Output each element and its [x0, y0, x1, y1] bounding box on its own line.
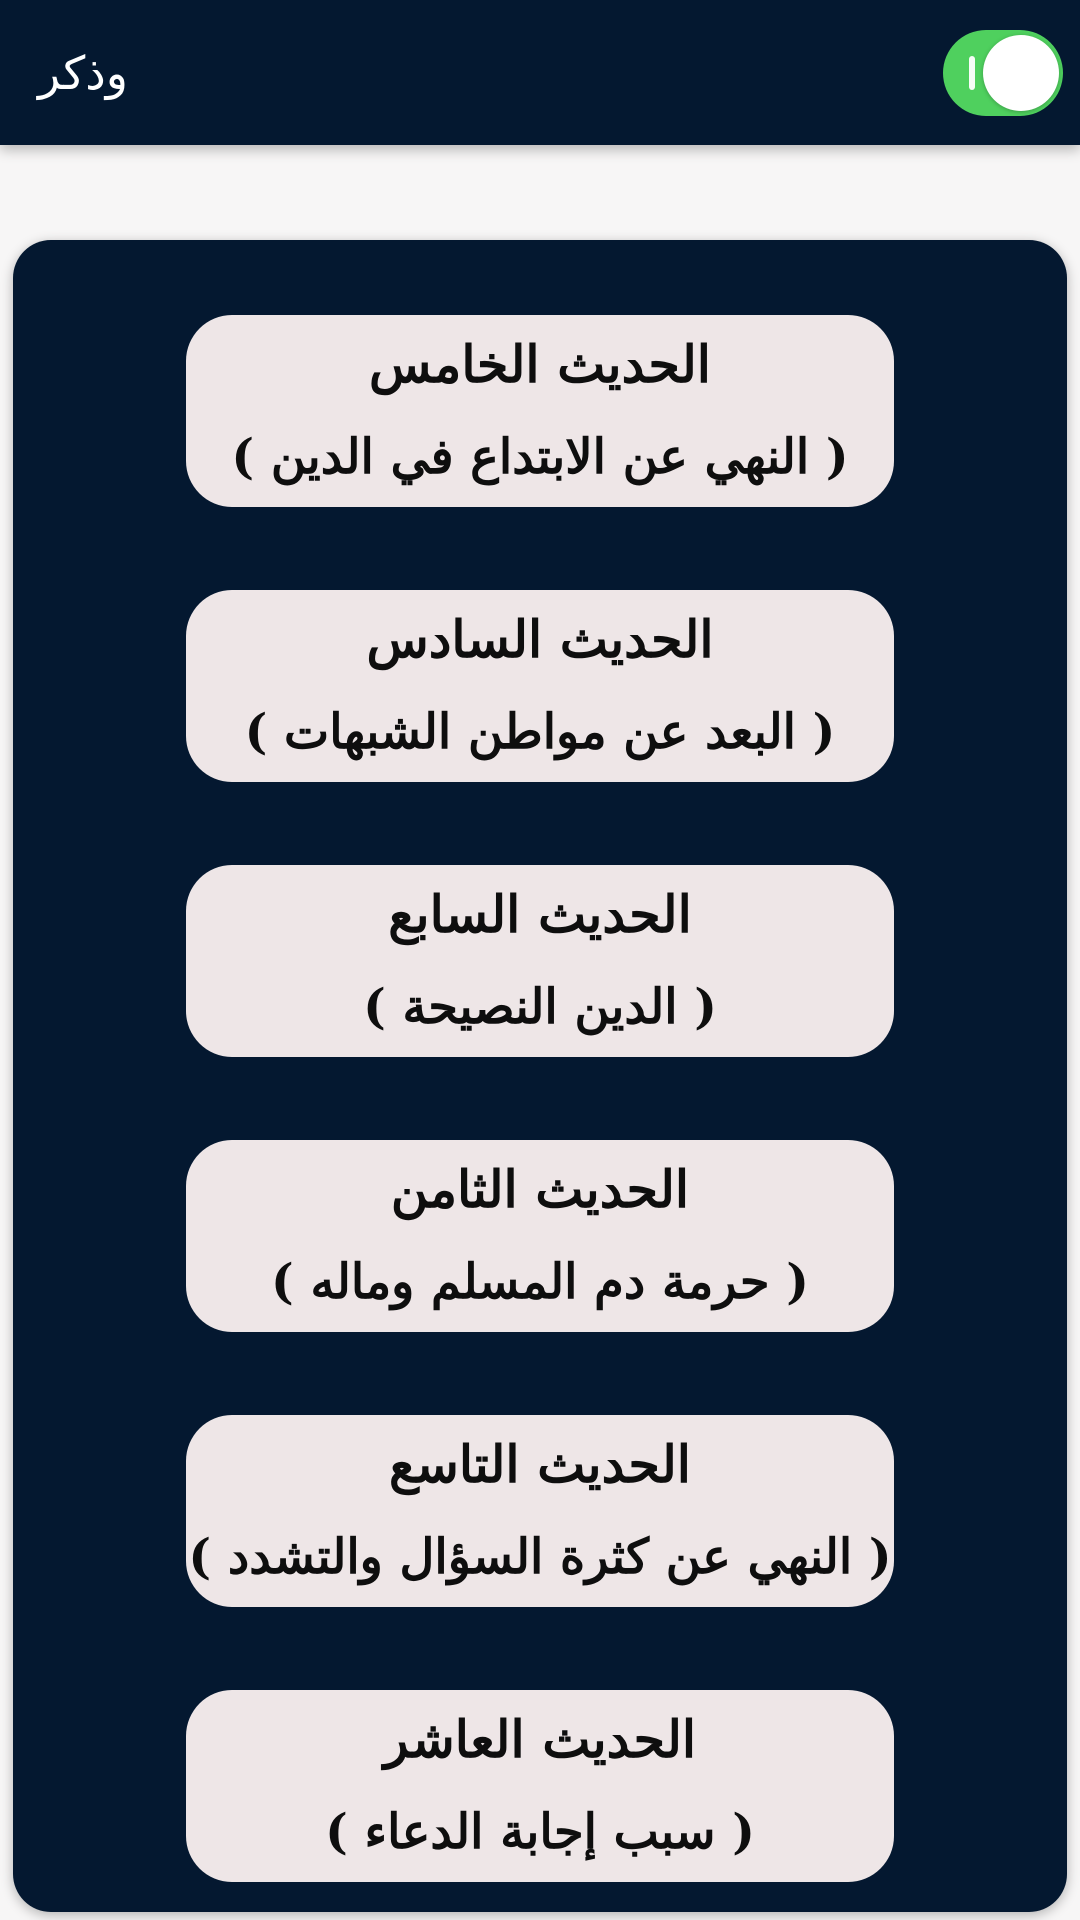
app-title: وذكر	[38, 45, 128, 100]
hadith-button-subtitle: ( البعد عن مواطن الشبهات )	[244, 704, 836, 760]
toggle-switch[interactable]	[943, 30, 1063, 116]
toggle-on-indicator-icon	[969, 56, 975, 90]
hadith-button-seventh[interactable]	[186, 865, 894, 1057]
hadith-button-subtitle: ( سبب إجابة الدعاء )	[325, 1804, 755, 1860]
hadith-button-fifth[interactable]	[186, 315, 894, 507]
hadith-button-list	[13, 240, 1067, 1912]
hadith-button-title: الحديث الخامس	[369, 335, 711, 395]
hadith-button-title: الحديث الثامن	[390, 1160, 690, 1220]
hadith-button-sixth[interactable]	[186, 590, 894, 782]
toggle-knob[interactable]	[983, 35, 1059, 111]
hadith-button-title: الحديث السابع	[388, 885, 692, 945]
hadith-button-eighth[interactable]	[186, 1140, 894, 1332]
app-header	[0, 0, 1080, 145]
hadith-button-subtitle: ( حرمة دم المسلم وماله )	[271, 1254, 809, 1310]
hadith-button-ninth[interactable]	[186, 1415, 894, 1607]
hadith-button-subtitle: ( النهي عن الابتداع في الدين )	[231, 429, 849, 485]
hadith-button-tenth[interactable]	[186, 1690, 894, 1882]
content-card	[13, 240, 1067, 1912]
hadith-button-title: الحديث التاسع	[389, 1435, 691, 1495]
hadith-button-subtitle: ( الدين النصيحة )	[363, 979, 717, 1035]
hadith-button-title: الحديث العاشر	[383, 1710, 697, 1770]
hadith-button-subtitle: ( النهي عن كثرة السؤال والتشدد )	[188, 1529, 892, 1585]
hadith-button-title: الحديث السادس	[366, 610, 714, 670]
